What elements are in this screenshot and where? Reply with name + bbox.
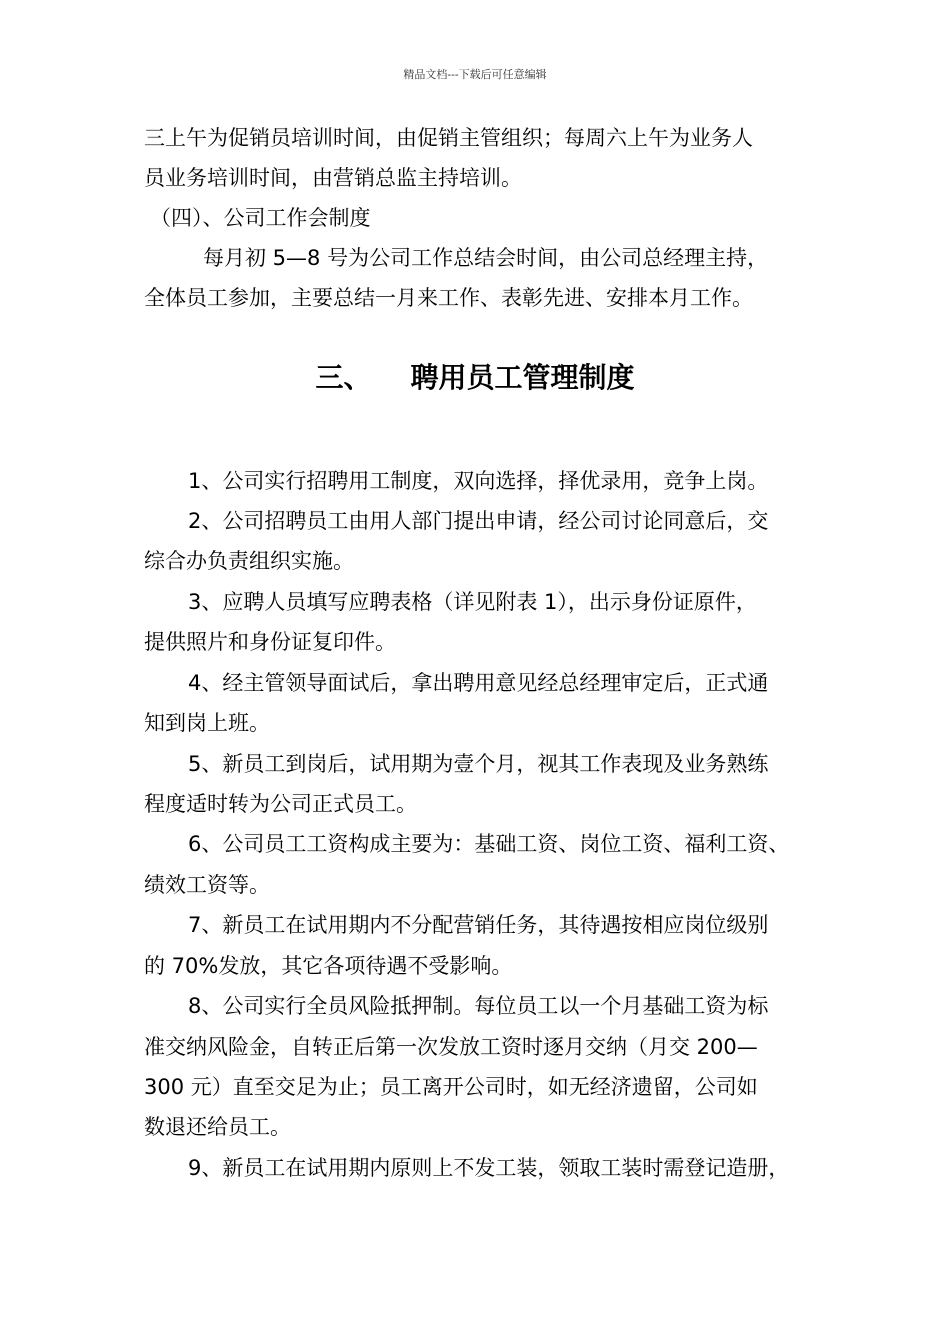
list-item: 8、公司实行全员风险抵押制。每位员工以一个月基础工资为标 — [188, 994, 769, 1018]
paragraph-line: 全体员工参加，主要总结一月来工作、表彰先进、安排本月工作。 — [144, 286, 753, 310]
list-item-continuation: 数退还给员工。 — [144, 1115, 291, 1139]
list-item: 3、应聘人员填写应聘表格（详见附表 1），出示身份证原件， — [188, 590, 757, 614]
list-item-continuation: 提供照片和身份证复印件。 — [144, 630, 396, 654]
section-title: 三、 聘用员工管理制度 — [315, 361, 635, 394]
list-item-continuation: 绩效工资等。 — [144, 873, 270, 897]
list-item: 2、公司招聘员工由用人部门提出申请，经公司讨论同意后，交 — [188, 509, 769, 533]
list-item: 4、经主管领导面试后，拿出聘用意见经总经理审定后，正式通 — [188, 671, 769, 695]
subsection-heading: （四）、公司工作会制度 — [150, 206, 371, 230]
list-item-continuation: 的 70%发放，其它各项待遇不受影响。 — [144, 954, 513, 978]
list-item-continuation: 300 元）直至交足为止；员工离开公司时，如无经济遗留，公司如 — [144, 1075, 758, 1099]
list-item-continuation: 准交纳风险金，自转正后第一次发放工资时逐月交纳（月交 200— — [144, 1035, 758, 1059]
paragraph-line: 三上午为促销员培训时间，由促销主管组织；每周六上午为业务人 — [144, 126, 753, 150]
paragraph-line: 员业务培训时间，由营销总监主持培训。 — [144, 166, 522, 190]
list-item: 5、新员工到岗后，试用期为壹个月，视其工作表现及业务熟练 — [188, 752, 769, 776]
list-item-continuation: 知到岗上班。 — [144, 711, 270, 735]
list-item-continuation: 综合办负责组织实施。 — [144, 549, 354, 573]
list-item: 6、公司员工工资构成主要为：基础工资、岗位工资、福利工资、 — [188, 832, 790, 856]
list-item: 9、新员工在试用期内原则上不发工装，领取工装时需登记造册， — [188, 1156, 790, 1180]
paragraph-line: 每月初 5—8 号为公司工作总结会时间，由公司总经理主持， — [203, 246, 769, 270]
list-item-continuation: 程度适时转为公司正式员工。 — [144, 792, 417, 816]
list-item: 7、新员工在试用期内不分配营销任务，其待遇按相应岗位级别 — [188, 913, 769, 937]
page-header: 精品文档---下载后可任意编辑 — [403, 68, 547, 81]
list-item: 1、公司实行招聘用工制度，双向选择，择优录用，竞争上岗。 — [188, 469, 769, 493]
